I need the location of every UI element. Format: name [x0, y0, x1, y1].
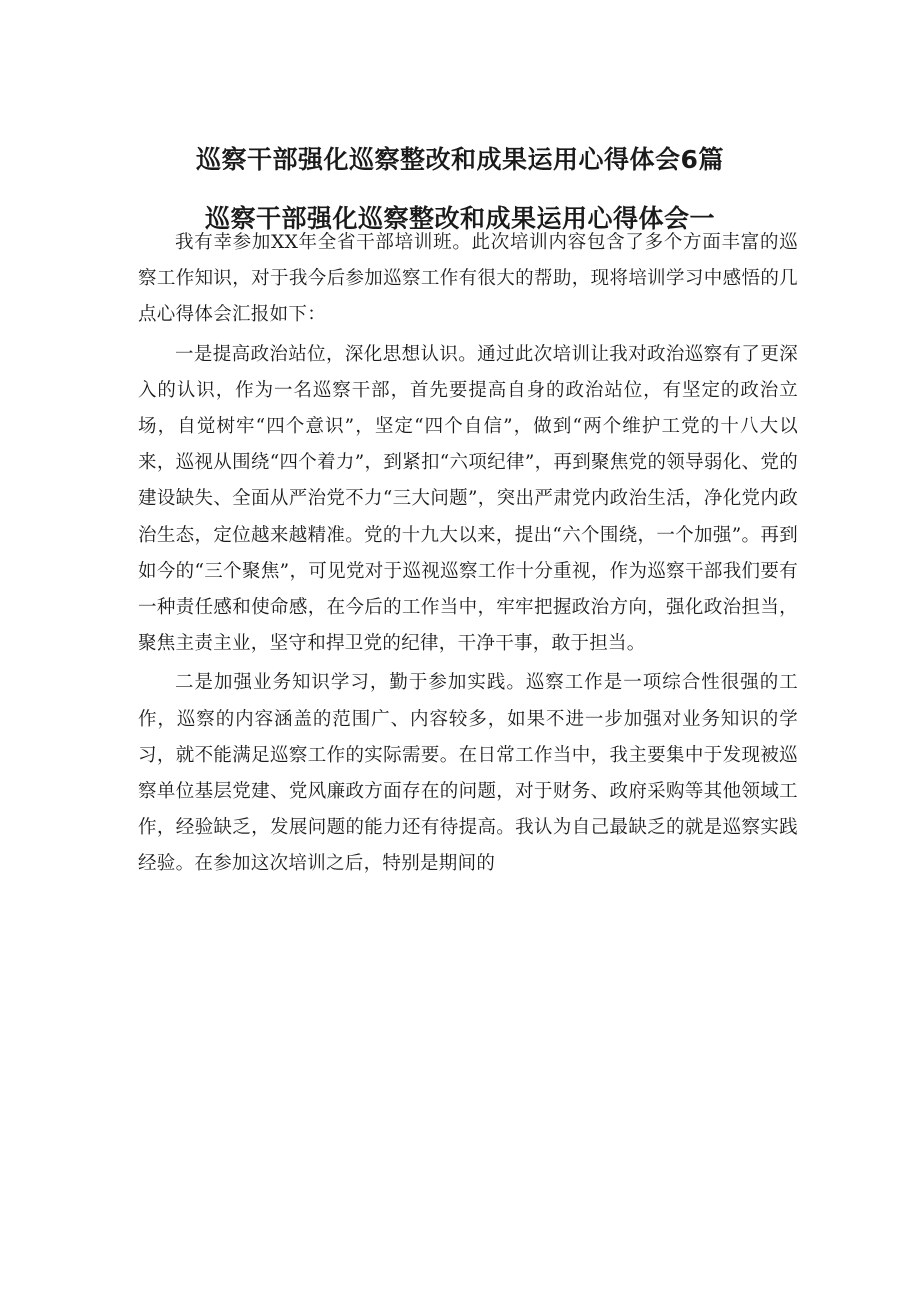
- paragraph-intro: 我有幸参加XX年全省干部培训班。此次培训内容包含了多个方面丰富的巡察工作知识，对于我今后参加巡察工作有很大的帮助，现将培训学习中感悟的几点心得体会汇报如下：: [138, 232, 798, 326]
- paragraph-business-knowledge: 二是加强业务知识学习，勤于参加实践。巡察工作是一项综合性很强的工作，巡察的内容涵盖的范围广、内容较多，如果不进一步加强对业务知识的学习，就不能满足巡察工作的实际需要。在日常工作当中，我主要集中于发现被巡察单位基层党建、党风廉政方面存在的问题，对于财务、政府采购等其他领域工作，经验缺乏，发展问题的能力还有待提高。我认为自己最缺乏的就是巡察实践经验。在参加这次培训之后，特别是期间的: [138, 672, 798, 875]
- document-subtitle: 巡察干部强化巡察整改和成果运用心得体会一: [204, 204, 715, 233]
- document-body: [138, 225, 798, 883]
- paragraph-political-stance: 一是提高政治站位，深化思想认识。通过此次培训让我对政治巡察有了更深入的认识，作为一名巡察干部，首先要提高自身的政治站位，有坚定的政治立场，自觉树牢“四个意识”，坚定“四个自信”，做到“两个维护工党的十八大以来，巡视从围绕“四个着力”，到紧扣“六项纪律”，再到聚焦党的领导弱化、党的建设缺失、全面从严治党不力“三大问题”，突出严肃党内政治生活，净化党内政治生态，定位越来越精准。党的十九大以来，提出“六个围绕，一个加强”。再到如今的“三个聚焦”，可见党对于巡视巡察工作十分重视，作为巡察干部我们要有一种责任感和使命感，在今后的工作当中，牢牢把握政治方向，强化政治担当，聚焦主责主业，坚守和捍卫党的纪律，干净干事，敢于担当。: [138, 343, 798, 655]
- document-title: 巡察干部强化巡察整改和成果运用心得体会6篇: [196, 145, 724, 174]
